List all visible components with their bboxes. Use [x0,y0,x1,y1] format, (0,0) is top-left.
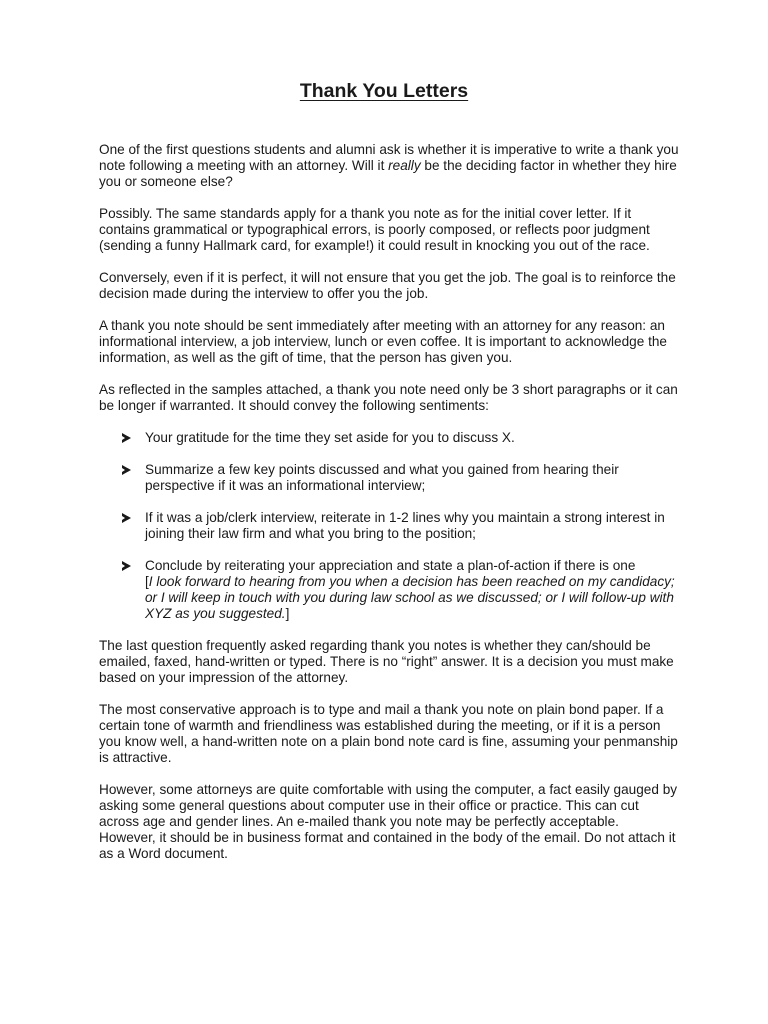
sentiments-list [99,430,679,622]
paragraph-7: The most conservative approach is to type and mail a thank you note on plain bond paper. If a certain tone of warmth and friendliness was established during the meeting, or if it is a person you know well, a hand-written note on a plain bond note card is fine, assuming your penmanship is attractive. [99,702,678,765]
list-item-text: Summarize a few key points discussed and what you gained from hearing their perspective if it was an informational interview; [145,462,619,493]
arrow-bullet-icon [122,513,131,523]
arrow-bullet-icon [122,433,131,443]
open-bracket: [ [145,574,149,589]
sample-phrases: I look forward to hearing from you when a decision has been reached on my candidacy; or I will keep in touch with you during law school as we discussed; or I will follow-up with XYZ as you suggested. [145,574,675,621]
paragraph-1-text-a: One of the first questions students and alumni ask is whether it is imperative to write a thank you note following a meeting with an attorney. Will it [99,142,679,173]
arrow-bullet-icon [122,465,131,475]
arrow-bullet-icon [122,561,131,571]
page-title: Thank You Letters [299,80,469,102]
list-item [99,558,679,622]
document-body [99,142,679,878]
list-item [99,462,679,494]
paragraph-1-text-b: be the deciding factor in whether they hire you or someone else? [99,158,677,189]
paragraph-8: However, some attorneys are quite comfortable with using the computer, a fact easily gauged by asking some general questions about computer use in their office or practice. This can cut across age and gender lines. An e-mailed thank you note may be perfectly acceptable. However, it should be in business format and contained in the body of the email. Do not attach it as a Word document. [99,782,678,861]
paragraph-2: Possibly. The same standards apply for a thank you note as for the initial cover letter. If it contains grammatical or typographical errors, is poorly composed, or reflects poor judgment (sending a funny Hallmark card, for example!) it could result in knocking you out of the race. [99,206,650,253]
list-item [99,430,679,446]
paragraph-4: A thank you note should be sent immediately after meeting with an attorney for any reason: an informational interview, a job interview, lunch or even coffee. It is important to acknowledge the information, as well as the gift of time, that the person has given you. [99,318,667,365]
paragraph-5: As reflected in the samples attached, a thank you note need only be 3 short paragraphs or it can be longer if warranted. It should convey the following sentiments: [99,382,678,413]
paragraph-1 [99,142,679,190]
paragraph-1-emphasis: really [388,158,421,173]
list-item-text: If it was a job/clerk interview, reiterate in 1-2 lines why you maintain a strong interest in joining their law firm and what you bring to the position; [145,510,665,541]
paragraph-6: The last question frequently asked regarding thank you notes is whether they can/should be emailed, faxed, hand-written or typed. There is no “right” answer. It is a decision you must make based on your impression of the attorney. [99,638,674,685]
list-item-text: Conclude by reiterating your appreciation and state a plan-of-action if there is one [145,558,636,573]
close-bracket: ] [285,606,290,621]
list-item [99,510,679,542]
paragraph-3: Conversely, even if it is perfect, it will not ensure that you get the job. The goal is to reinforce the decision made during the interview to offer you the job. [99,270,676,301]
list-item-text: Your gratitude for the time they set aside for you to discuss X. [145,430,515,445]
